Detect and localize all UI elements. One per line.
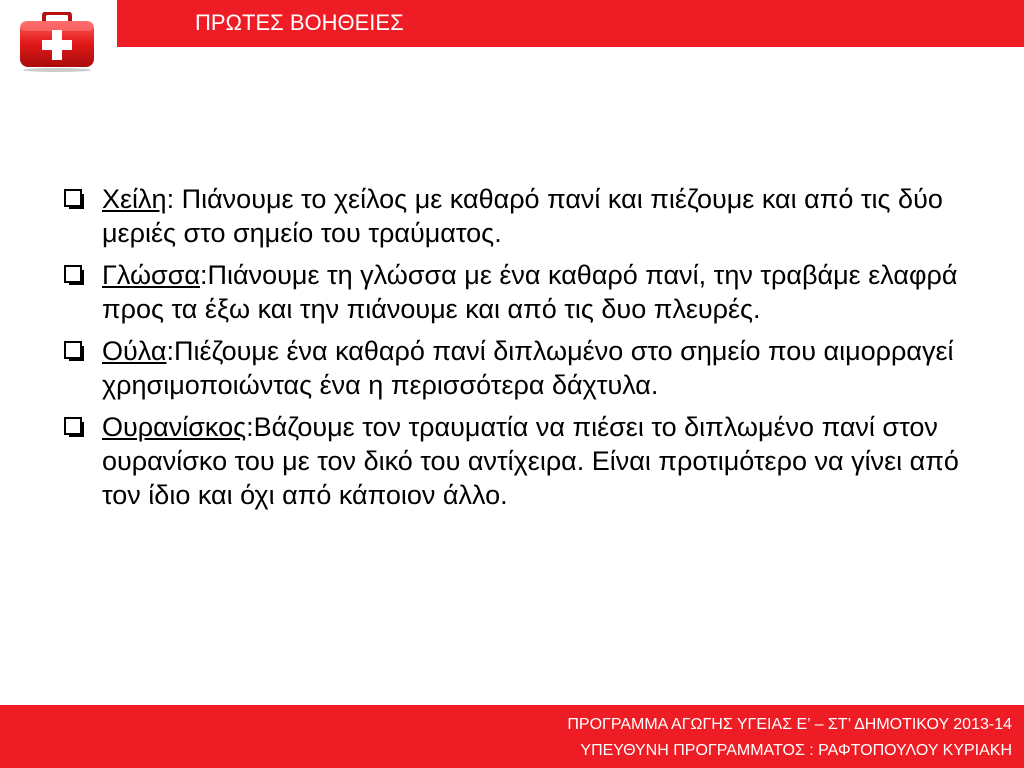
first-aid-kit-icon — [16, 12, 98, 72]
term-label: Ούλα — [102, 336, 167, 366]
checkbox-bullet-icon — [64, 265, 82, 283]
term-separator: : — [166, 336, 174, 366]
item-text: Πιάνουμε τη γλώσσα με ένα καθαρό πανί, την τραβάμε ελαφρά προς τα έξω και την πιάνουμε και από τις δυο πλευρές. — [102, 260, 958, 324]
term-separator: : — [199, 260, 208, 290]
item-text: Πιάνουμε το χείλος με καθαρό πανί και πιέζουμε και από τις δύο μεριές στο σημείο του τραύματος. — [102, 184, 943, 248]
item-text: Βάζουμε τον τραυματία να πιέσει το διπλωμένο πανί στον ουρανίσκο του με τον δικό του αντίχειρα. Είναι προτιμότερο να γίνει από τον ίδιο και όχι από κάποιον άλλο. — [102, 412, 959, 510]
footer-bar — [0, 705, 1024, 768]
term-label: Γλώσσα — [102, 260, 200, 290]
checkbox-bullet-icon — [64, 417, 82, 435]
checkbox-bullet-icon — [64, 341, 82, 359]
page-title: ΠΡΩΤΕΣ ΒΟΗΘΕΙΕΣ — [195, 10, 404, 35]
list-item — [64, 258, 964, 326]
list-item — [64, 334, 964, 402]
list-item — [64, 410, 964, 512]
term-separator: : — [166, 184, 182, 214]
term-label: Ουρανίσκος — [102, 412, 247, 442]
term-separator: : — [246, 412, 254, 442]
content-list — [64, 182, 964, 520]
checkbox-bullet-icon — [64, 189, 82, 207]
footer-program: ΠΡΟΓΡΑΜΜΑ ΑΓΩΓΗΣ ΥΓΕΙΑΣ Ε’ – ΣΤ’ ΔΗΜΟΤΙΚΟΥ 2013-14 — [567, 716, 1012, 733]
list-item — [64, 182, 964, 250]
footer-responsible: ΥΠΕΥΘΥΝΗ ΠΡΟΓΡΑΜΜΑΤΟΣ : ΡΑΦΤΟΠΟΥΛΟΥ ΚΥΡΙΑΚΗ — [580, 742, 1012, 759]
term-label: Χείλη — [102, 184, 167, 214]
item-text: Πιέζουμε ένα καθαρό πανί διπλωμένο στο σημείο που αιμορραγεί χρησιμοποιώντας ένα η περισσότερα δάχτυλα. — [102, 336, 954, 400]
